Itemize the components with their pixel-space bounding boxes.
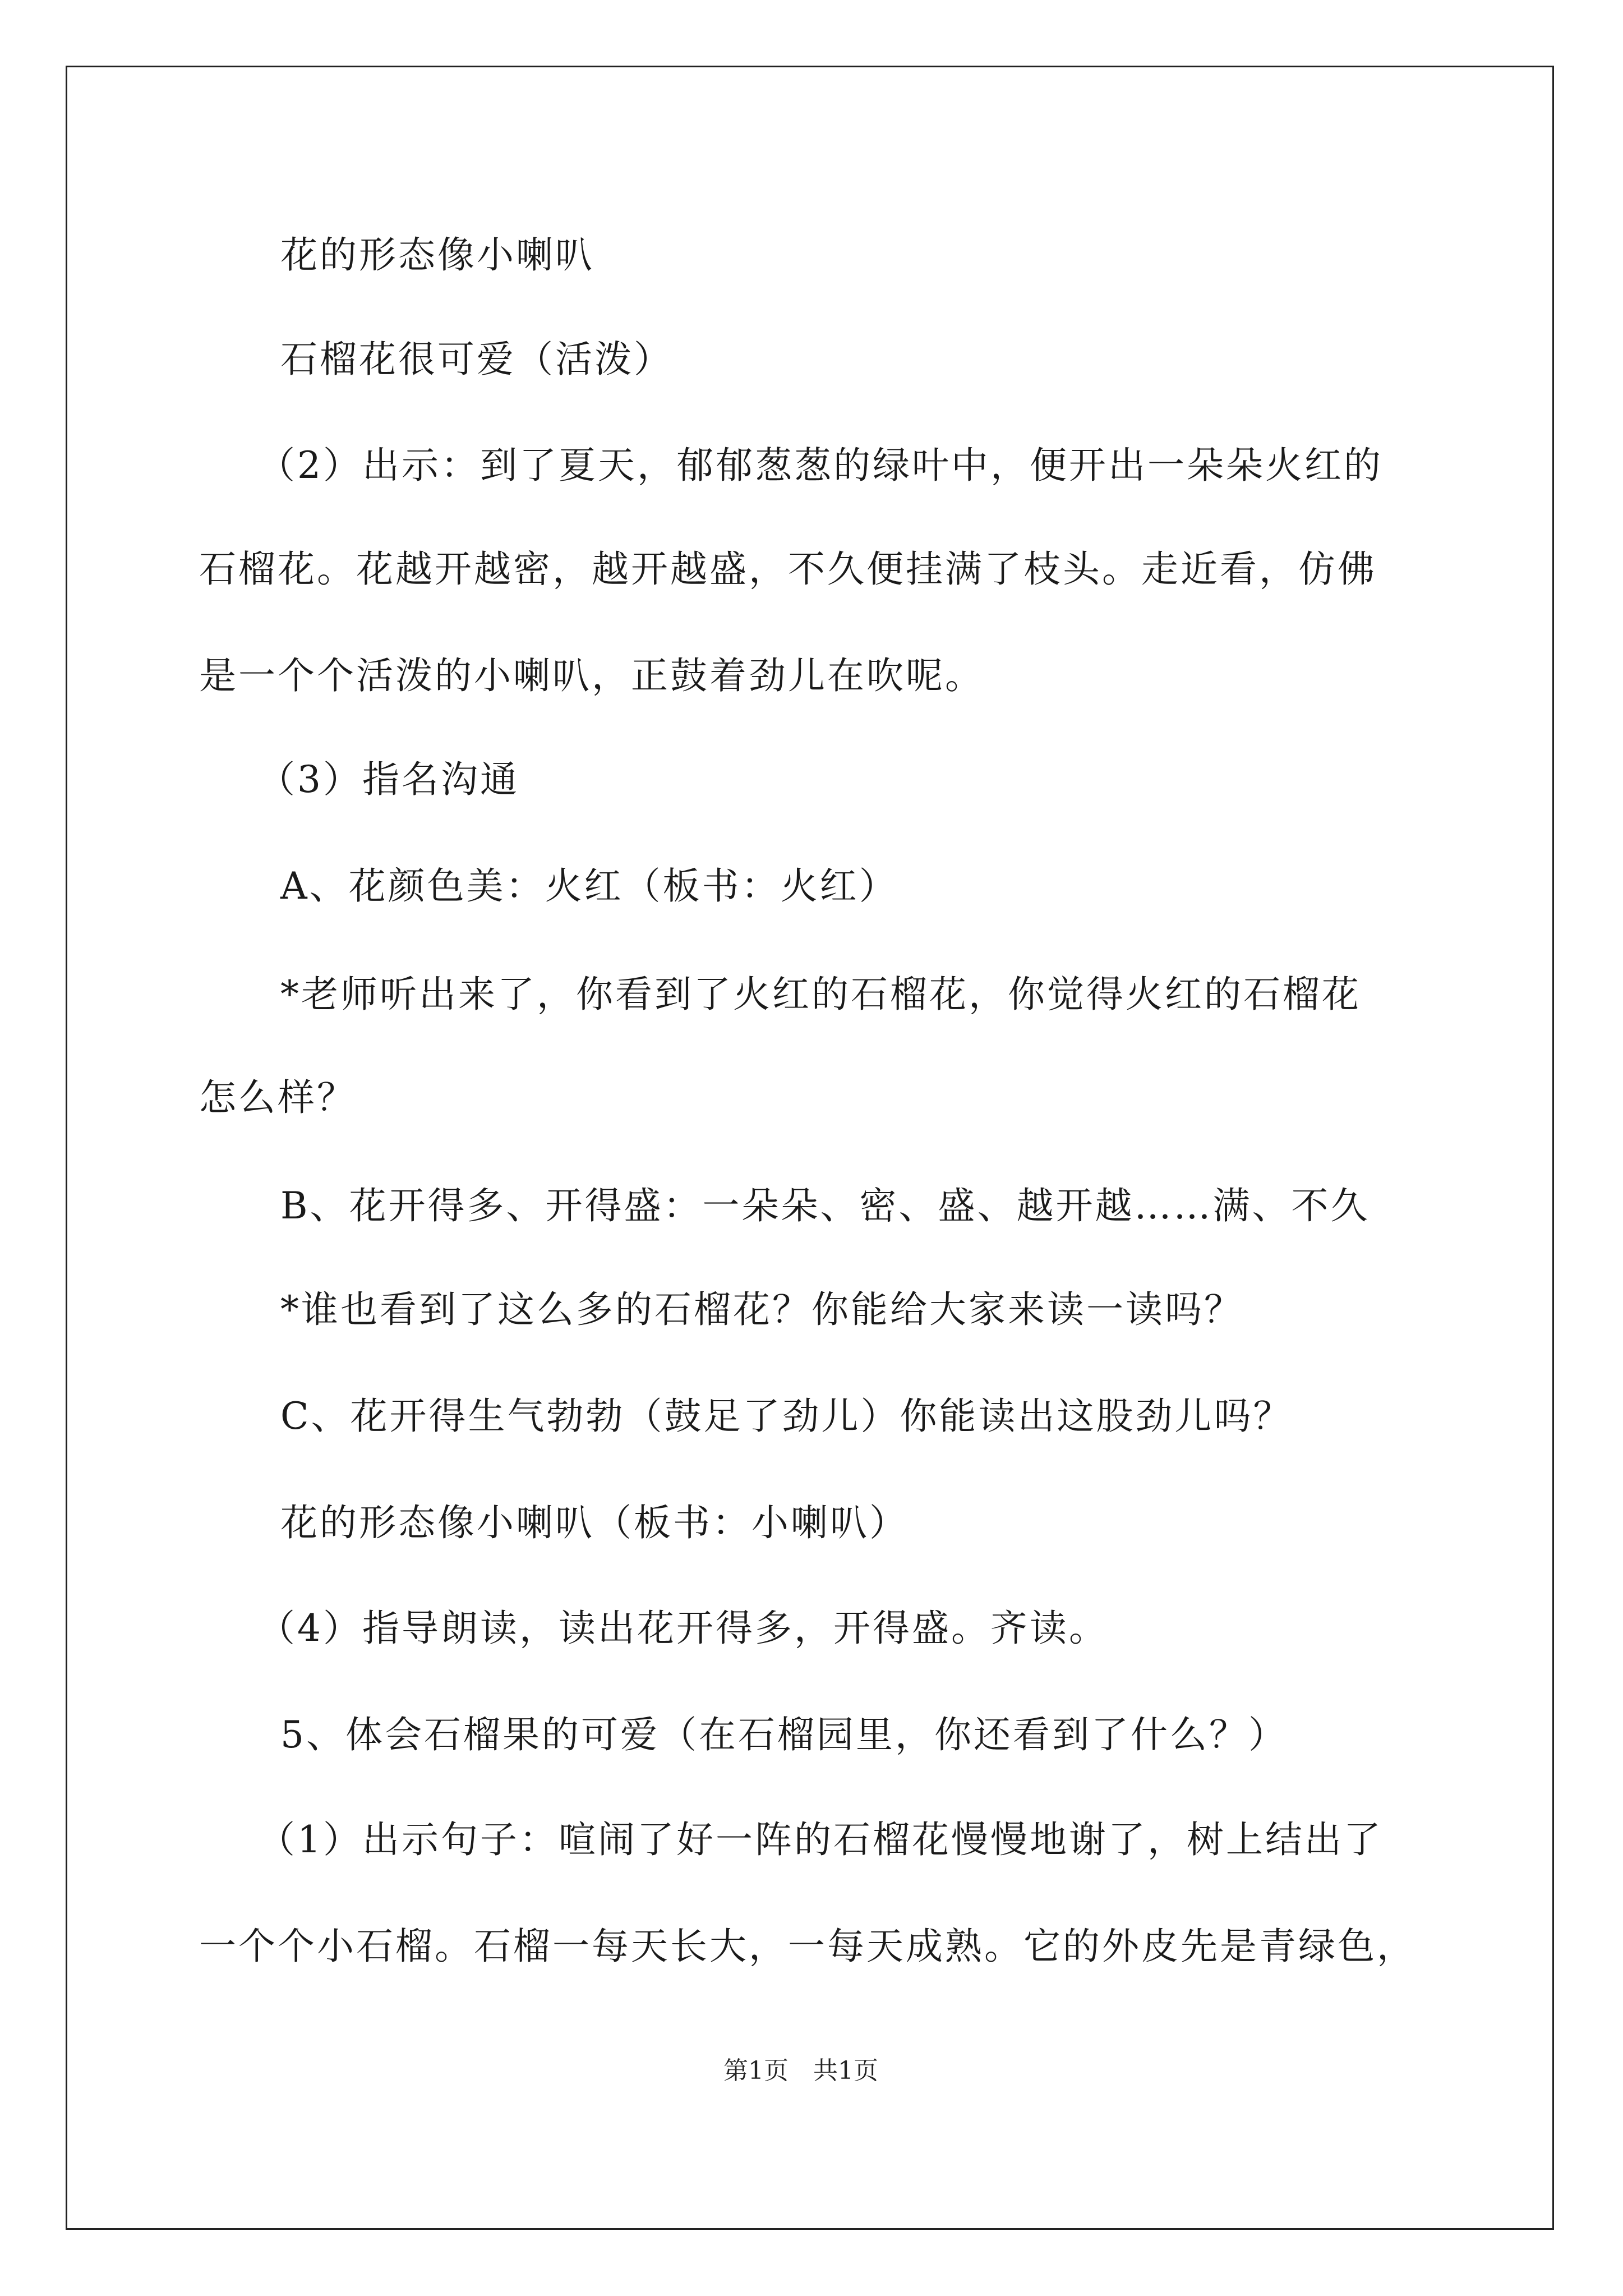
paragraph-line: 一个个小石榴。石榴一每天长大，一每天成熟。它的外皮先是青绿色， (199, 1925, 1416, 1968)
paragraph-line: B、花开得多、开得盛：一朵朵、密、盛、越开越……满、不久 (280, 1184, 1370, 1227)
paragraph-line: （1）出示句子：喧闹了好一阵的石榴花慢慢地谢了，树上结出了 (258, 1818, 1383, 1861)
paragraph-line: *谁也看到了这么多的石榴花？你能给大家来读一读吗？ (280, 1288, 1243, 1331)
paragraph-line: 石榴花。花越开越密，越开越盛，不久便挂满了枝头。走近看，仿佛 (199, 547, 1377, 591)
paragraph-line: *老师听出来了，你看到了火红的石榴花，你觉得火红的石榴花 (280, 973, 1361, 1016)
paragraph-line: 怎么样？ (199, 1076, 356, 1119)
page-number-footer: 第1页 共1页 (723, 2056, 878, 2085)
paragraph-line: （3）指名沟通 (258, 758, 519, 801)
paragraph-line: 5、体会石榴果的可爱（在石榴园里，你还看到了什么？） (280, 1713, 1288, 1756)
paragraph-line: 花的形态像小喇叭（板书：小喇叭） (280, 1501, 909, 1544)
paragraph-line: 石榴花很可爱（活泼） (280, 338, 673, 381)
page-border (66, 66, 1554, 2230)
paragraph-line: （4）指导朗读，读出花开得多，开得盛。齐读。 (258, 1607, 1108, 1650)
paragraph-line: 是一个个活泼的小喇叭，正鼓着劲儿在吹呢。 (199, 654, 984, 697)
paragraph-line: C、花开得生气勃勃（鼓足了劲儿）你能读出这股劲儿吗？ (280, 1395, 1293, 1438)
paragraph-line: A、花颜色美：火红（板书：火红） (280, 864, 898, 908)
paragraph-line: （2）出示：到了夏天，郁郁葱葱的绿叶中，便开出一朵朵火红的 (258, 444, 1383, 487)
paragraph-line: 花的形态像小喇叭 (280, 233, 594, 277)
